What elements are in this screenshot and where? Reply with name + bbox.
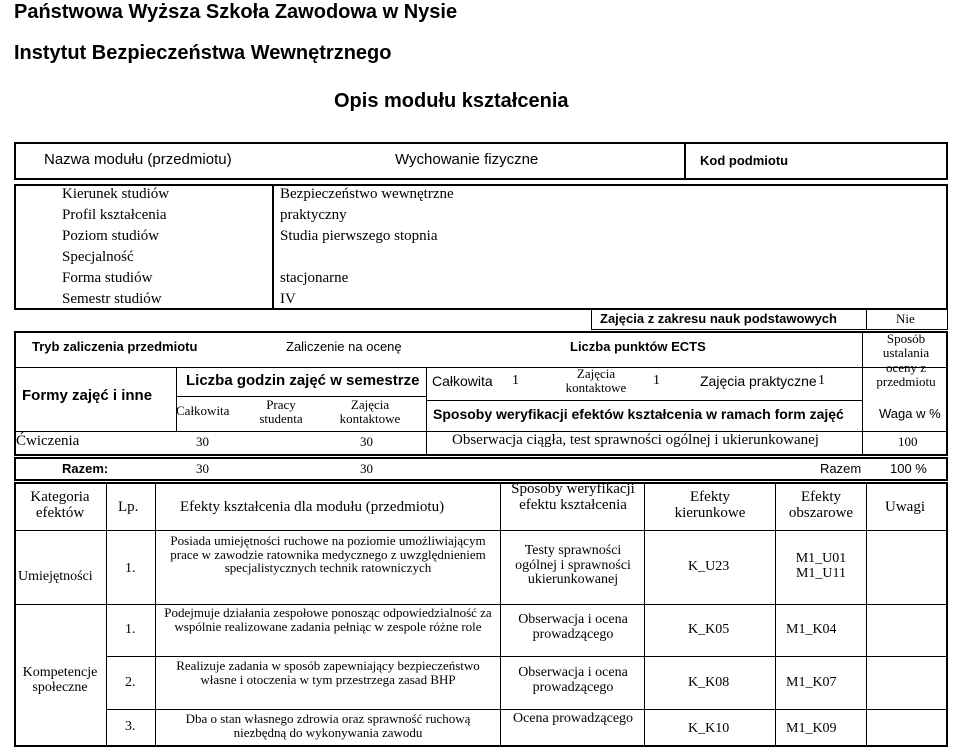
zakres-value: Nie	[896, 311, 915, 326]
semestr-value: IV	[280, 291, 296, 307]
forma-value: stacjonarne	[280, 270, 349, 286]
row1-kierunkowe: K_U23	[688, 559, 730, 574]
row1-sposob: Testy sprawności ogólnej i sprawności ukierunkowanej	[515, 543, 631, 588]
row3-obszarowe: M1_K07	[786, 675, 837, 690]
cwiczenia-calkowita: 30	[196, 434, 209, 449]
row2-sposob: Obserwacja i ocena prowadzącego	[518, 612, 628, 642]
row3-efekt: Realizuje zadania w sposób zapewniający bezpieczeństwo własne i otoczenia w tym przestrzega zasad BHP	[176, 658, 480, 687]
ects-label: Liczba punktów ECTS	[570, 339, 706, 354]
row4-efekt: Dba o stan własnego zdrowia oraz sprawność ruchową niezbędną do wykonywania zawodu	[185, 711, 471, 740]
zakres-label: Zajęcia z zakresu nauk podstawowych	[600, 311, 837, 326]
ects-kontaktowe-value: 1	[653, 373, 660, 388]
kierunek-value: Bezpieczeństwo wewnętrzne	[280, 186, 454, 202]
category-kompetencje: Kompetencje społeczne	[22, 665, 98, 695]
header-kierunkowe: Efekty kierunkowe	[674, 489, 746, 521]
header-obszarowe: Efekty obszarowe	[788, 489, 854, 521]
module-name-label: Nazwa modułu (przedmiotu)	[44, 151, 232, 168]
header-efekty: Efekty kształcenia dla modułu (przedmiotu)	[180, 499, 445, 515]
tryb-label: Tryb zaliczenia przedmiotu	[32, 339, 198, 354]
ects-kontaktowe-label: Zajęcia kontaktowe	[565, 366, 627, 395]
profil-label: Profil kształcenia	[62, 207, 167, 223]
razem-kontaktowe: 30	[360, 461, 373, 476]
row1-obszarowe: M1_U01 M1_U11	[795, 551, 847, 581]
row2-kierunkowe: K_K05	[688, 622, 730, 637]
weryfikacja-label: Sposoby weryfikacji efektów kształcenia w ramach form zajęć	[433, 406, 844, 422]
razem-razem-label: Razem	[820, 461, 862, 476]
semestr-label: Semestr studiów	[62, 291, 162, 307]
row2-efekt: Podejmuje działania zespołowe ponosząc odpowiedzialność za wspólnie realizowane zadania pełniąc w zespole różne role	[164, 605, 492, 634]
row4-obszarowe: M1_K09	[786, 721, 837, 736]
ects-praktyczne-label: Zajęcia praktyczne	[700, 373, 817, 389]
ects-praktyczne-value: 1	[818, 373, 825, 388]
module-name-value: Wychowanie fizyczne	[395, 151, 539, 168]
institute-name: Instytut Bezpieczeństwa Wewnętrznego	[14, 42, 392, 64]
kierunek-label: Kierunek studiów	[62, 186, 170, 202]
specjalnosc-label: Specjalność	[62, 249, 134, 265]
ects-calkowita-label: Całkowita	[432, 373, 493, 389]
module-code-label: Kod podmiotu	[700, 153, 789, 168]
row3-lp: 2.	[125, 675, 136, 690]
cwiczenia-weryfikacja: Obserwacja ciągła, test sprawności ogólnej i ukierunkowanej	[452, 432, 819, 448]
cwiczenia-kontaktowe: 30	[360, 434, 373, 449]
forma-label: Forma studiów	[62, 270, 153, 286]
razem-waga: 100 %	[890, 461, 927, 476]
page-title: Opis modułu kształcenia	[334, 90, 569, 112]
razem-label: Razem:	[62, 461, 109, 476]
calkowita-label: Całkowita	[176, 403, 230, 418]
zajecia-kontaktowe-label: Zajęcia kontaktowe	[339, 397, 401, 426]
row1-efekt: Posiada umiejętności ruchowe na poziomie umożliwiającym prace w zawodzie ratownika medycznego z uwzględnieniem specjalistycznych technik ratowniczych	[170, 533, 486, 576]
cwiczenia-waga: 100	[898, 434, 918, 449]
pracy-studenta-label: Pracy studenta	[259, 397, 303, 426]
waga-label: Waga w %	[879, 406, 941, 421]
school-name: Państwowa Wyższa Szkoła Zawodowa w Nysie	[14, 1, 458, 23]
poziom-value: Studia pierwszego stopnia	[280, 228, 438, 244]
razem-calkowita: 30	[196, 461, 209, 476]
cwiczenia-label: Ćwiczenia	[16, 433, 80, 449]
razem-row	[14, 457, 948, 481]
header-lp: Lp.	[118, 499, 139, 515]
row3-sposob: Obserwacja i ocena prowadzącego	[518, 665, 628, 695]
tryb-value: Zaliczenie na ocenę	[286, 339, 402, 354]
row2-obszarowe: M1_K04	[786, 622, 837, 637]
category-umiejetnosci: Umiejętności	[18, 569, 93, 584]
row4-lp: 3.	[125, 719, 136, 734]
poziom-label: Poziom studiów	[62, 228, 160, 244]
formy-label: Formy zajęć i inne	[22, 387, 153, 404]
header-kategoria: Kategoria efektów	[30, 489, 90, 521]
header-uwagi: Uwagi	[885, 499, 925, 515]
ects-calkowita-value: 1	[512, 373, 519, 388]
header-sposoby: Sposoby weryfikacji efektu kształcenia	[511, 481, 635, 513]
row2-lp: 1.	[125, 622, 136, 637]
row4-kierunkowe: K_K10	[688, 721, 730, 736]
row4-sposob: Ocena prowadzącego	[512, 711, 634, 726]
row1-lp: 1.	[125, 561, 136, 576]
sposob-ustalania-label: Sposób ustalania oceny z przedmiotu	[876, 331, 936, 389]
profil-value: praktyczny	[280, 207, 347, 223]
liczba-godzin-label: Liczba godzin zajęć w semestrze	[186, 372, 420, 389]
row3-kierunkowe: K_K08	[688, 675, 730, 690]
